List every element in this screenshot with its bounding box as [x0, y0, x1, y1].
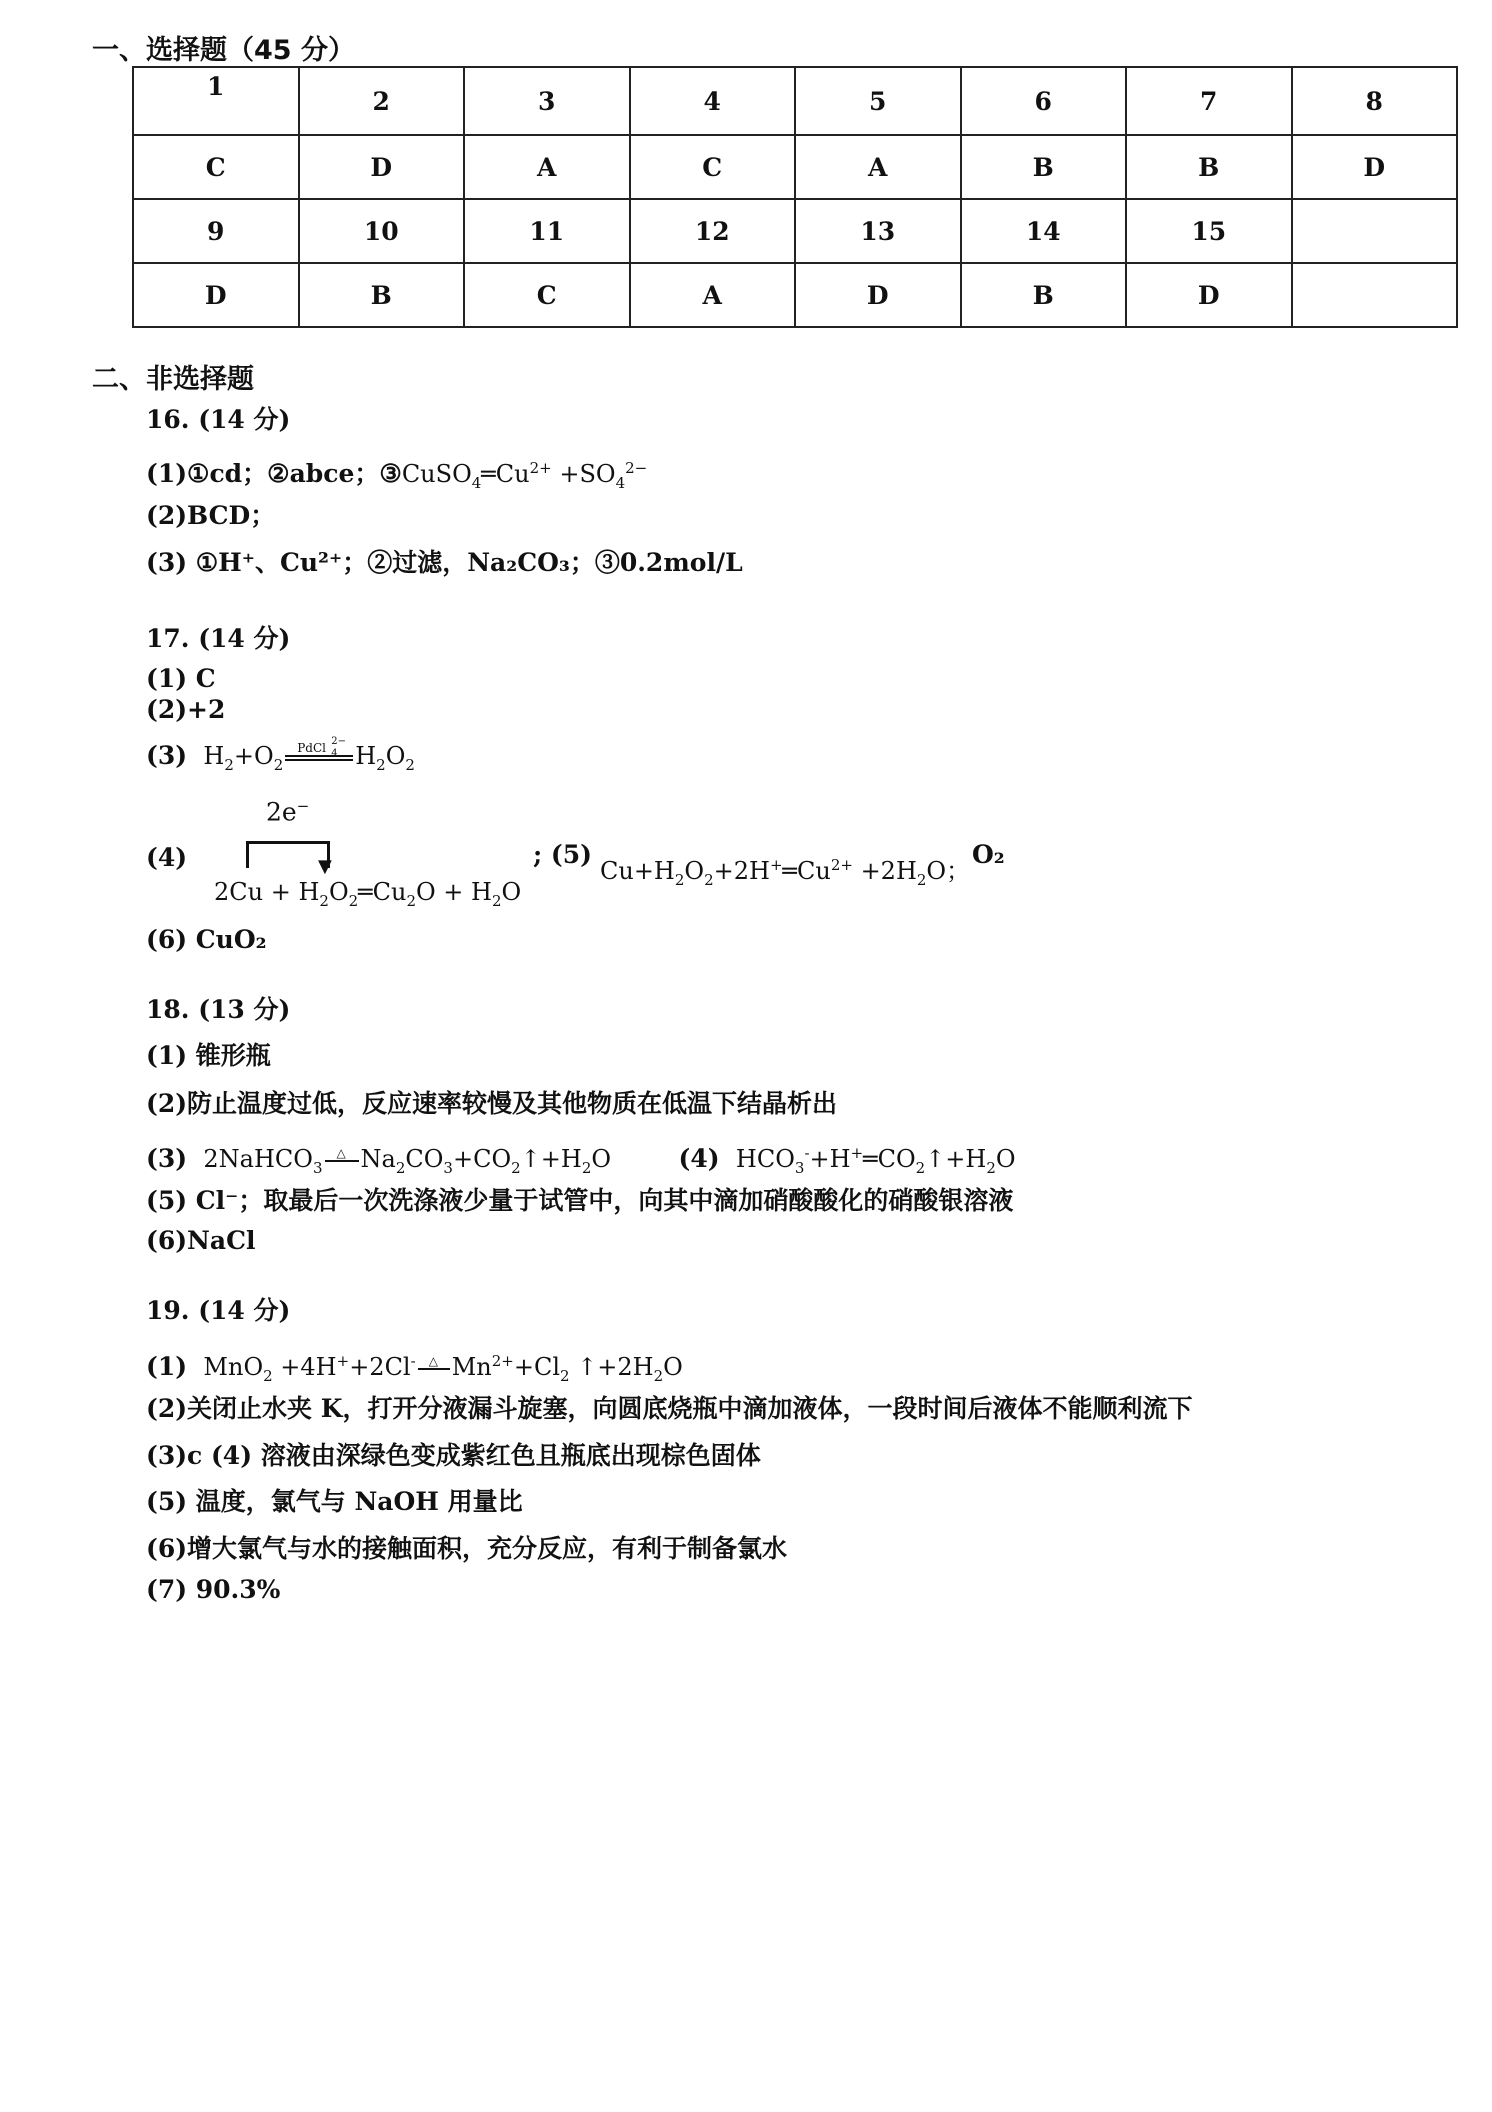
part2-title: 二、非选择题 — [92, 364, 254, 395]
q17-line2: (2)+2 — [146, 695, 226, 724]
table-cell: D — [795, 263, 961, 327]
table-cell: 2 — [299, 67, 465, 135]
table-cell: 5 — [795, 67, 961, 135]
table-cell: C — [133, 135, 299, 199]
answer-table — [132, 66, 1458, 328]
q18-line3-label: (3) — [146, 1144, 188, 1173]
table-cell: A — [464, 135, 630, 199]
q16-heading: 16. (14 分) — [146, 405, 291, 434]
q18-line3 — [146, 1137, 1016, 1184]
table-cell: C — [630, 135, 796, 199]
q19-equation1: MnO$_2$ +4H++2Cl- △ $Mn^{2+}+Cl_2$ $↑+2H_2O$ — [195, 1352, 683, 1385]
q17-heading: 17. (14 分) — [146, 624, 291, 653]
table-cell: 10 — [299, 199, 465, 263]
q17-separator: ; (5) — [533, 840, 592, 869]
table-cell: B — [1126, 135, 1292, 199]
table-cell: 9 — [133, 199, 299, 263]
q18-line2: (2)防止温度过低，反应速率较慢及其他物质在低温下结晶析出 — [146, 1089, 838, 1118]
table-cell: 1 — [133, 67, 299, 135]
table-cell: D — [133, 263, 299, 327]
q18-line1: (1) 锥形瓶 — [146, 1041, 271, 1070]
q18-equation3: 2NaHCO$_3$ △ $Na_2CO_3+CO_2↑+H_2O$ — [195, 1145, 612, 1177]
table-row — [133, 199, 1457, 263]
q16-equation: $CuSO_4═Cu^{2+} +SO_4^{2-}$ — [401, 459, 648, 492]
table-row — [133, 67, 1457, 135]
q17-equation4: $2Cu + H_2O_2═Cu_2O + H_2O$ — [214, 878, 522, 910]
q19-line1-label: (1) — [146, 1352, 188, 1381]
q18-equation4: $HCO_3^-+H^+═CO_2↑+H_2O$ — [728, 1144, 1016, 1177]
q17-line3 — [146, 735, 415, 781]
table-cell: A — [795, 135, 961, 199]
q18-line3b-label: (4) — [678, 1144, 720, 1173]
table-cell: D — [1292, 135, 1458, 199]
table-row — [133, 135, 1457, 199]
q19-line2: (2)关闭止水夹 K，打开分液漏斗旋塞，向圆底烧瓶中滴加液体，一段时间后液体不能顺利流下 — [146, 1394, 1193, 1423]
q16-line3: (3) ①H⁺、Cu²⁺；②过滤，Na₂CO₃；③0.2mol/L — [146, 548, 743, 577]
table-cell: B — [961, 135, 1127, 199]
q19-line4: (5) 温度，氯气与 NaOH 用量比 — [146, 1487, 523, 1516]
q19-line6: (7) 90.3% — [146, 1575, 281, 1604]
q17-electron-label: 2e− — [266, 797, 310, 827]
q17-line3-label: (3) — [146, 741, 188, 770]
q19-heading: 19. (14 分) — [146, 1296, 291, 1325]
arrow-down-icon: ▼ — [318, 856, 332, 877]
table-cell: 4 — [630, 67, 796, 135]
table-cell: 11 — [464, 199, 630, 263]
table-cell — [1292, 199, 1458, 263]
table-cell: 8 — [1292, 67, 1458, 135]
q16-line2: (2)BCD； — [146, 501, 276, 530]
q17-equation5: $Cu+H_2O_2+2H^+═Cu^{2+} +2H_2O$； — [600, 856, 971, 889]
q17-equation3: $H_2+O_2$ PdCl 2− 4 $H_2O_2$ — [195, 735, 415, 774]
table-cell: 14 — [961, 199, 1127, 263]
table-cell: B — [299, 263, 465, 327]
table-cell: B — [961, 263, 1127, 327]
table-cell: D — [299, 135, 465, 199]
table-cell: 3 — [464, 67, 630, 135]
table-cell — [1292, 263, 1458, 327]
q18-line6: (6)NaCl — [146, 1226, 256, 1255]
table-cell: 7 — [1126, 67, 1292, 135]
table-cell: 13 — [795, 199, 961, 263]
q17-line4-end: O₂ — [972, 840, 1005, 869]
table-cell: D — [1126, 263, 1292, 327]
q19-line1 — [146, 1345, 683, 1392]
q17-line4-label: (4) — [146, 843, 188, 872]
q18-line5: (5) Cl⁻；取最后一次洗涤液少量于试管中，向其中滴加硝酸酸化的硝酸银溶液 — [146, 1186, 1014, 1215]
table-cell: 6 — [961, 67, 1127, 135]
part1-title: 一、选择题（45 分） — [92, 35, 355, 66]
table-cell: 15 — [1126, 199, 1292, 263]
q19-line5: (6)增大氯气与水的接触面积，充分反应，有利于制备氯水 — [146, 1534, 788, 1563]
table-row — [133, 263, 1457, 327]
table-cell: C — [464, 263, 630, 327]
q17-line6: (6) CuO₂ — [146, 925, 267, 954]
q17-line1: (1) C — [146, 664, 216, 693]
q18-heading: 18. (13 分) — [146, 995, 291, 1024]
q19-line3: (3)c (4) 溶液由深绿色变成紫红色且瓶底出现棕色固体 — [146, 1441, 761, 1470]
table-cell: A — [630, 263, 796, 327]
q16-line1 — [146, 452, 647, 499]
table-cell: 12 — [630, 199, 796, 263]
q16-line1-text: (1)①cd；②abce；③ — [146, 459, 402, 488]
